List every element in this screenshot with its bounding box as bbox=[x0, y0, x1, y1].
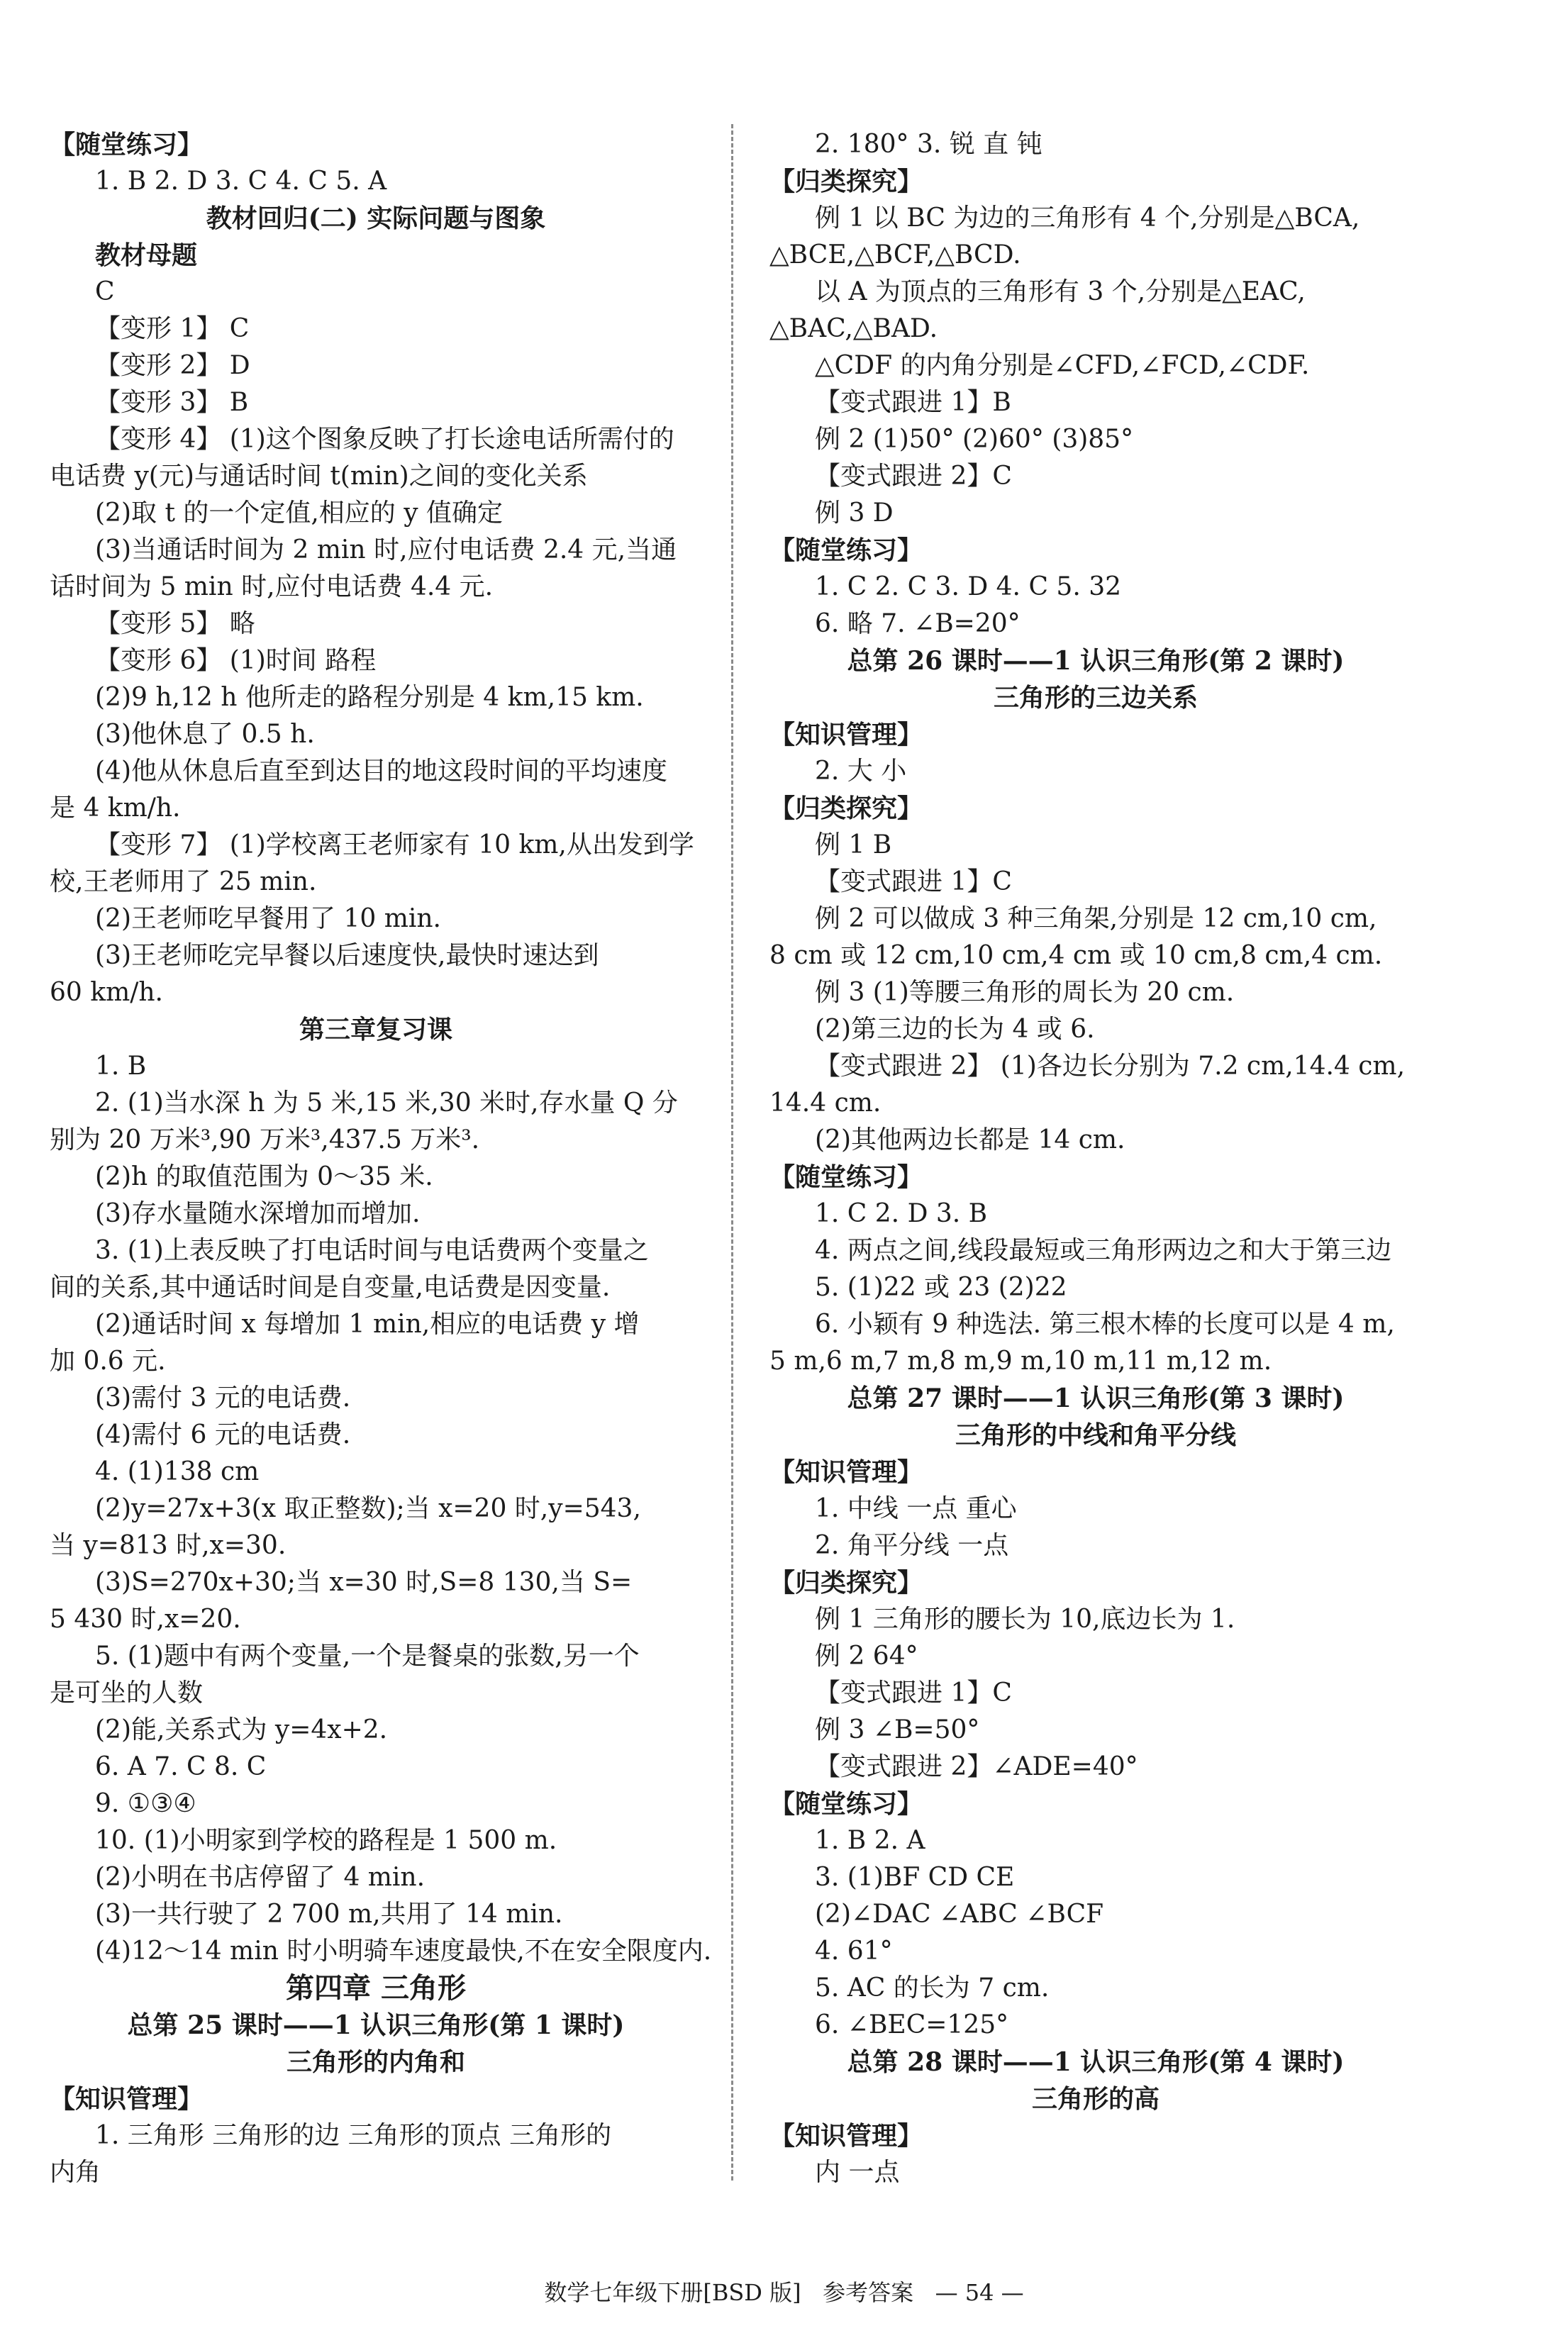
answer-line: (2)小明在书店停留了 4 min. bbox=[95, 1863, 426, 1892]
answer-line: 【变形 3】 B bbox=[95, 388, 249, 417]
answer-line: △BCE,△BCF,△BCD. bbox=[769, 240, 1021, 269]
answer-line: 是可坐的人数 bbox=[50, 1678, 204, 1708]
lesson-title: 总第 27 课时——1 认识三角形(第 3 课时) bbox=[847, 1383, 1345, 1413]
column-divider bbox=[731, 124, 733, 2181]
lesson-title: 总第 26 课时——1 认识三角形(第 2 课时) bbox=[847, 646, 1345, 676]
answer-line: 例 2 可以做成 3 种三角架,分别是 12 cm,10 cm, bbox=[815, 904, 1377, 933]
answer-line: 3. (1)BF CD CE bbox=[815, 1863, 1015, 1892]
section-heading: 【归类探究】 bbox=[769, 793, 923, 823]
section-heading: 【随堂练习】 bbox=[769, 535, 923, 565]
answer-line: 2. (1)当水深 h 为 5 米,15 米,30 米时,存水量 Q 分 bbox=[95, 1088, 678, 1118]
answer-line: (2)9 h,12 h 他所走的路程分别是 4 km,15 km. bbox=[95, 683, 644, 712]
answer-line: 5. (1)22 或 23 (2)22 bbox=[815, 1273, 1067, 1302]
answer-line: 6. A 7. C 8. C bbox=[95, 1752, 267, 1781]
answer-line: 以 A 为顶点的三角形有 3 个,分别是△EAC, bbox=[815, 277, 1306, 306]
answer-line: (3)当通话时间为 2 min 时,应付电话费 2.4 元,当通 bbox=[95, 535, 677, 564]
answer-line: (2)其他两边长都是 14 cm. bbox=[815, 1125, 1125, 1154]
section-heading: 【知识管理】 bbox=[769, 2121, 923, 2151]
answer-line: 话时间为 5 min 时,应付电话费 4.4 元. bbox=[50, 572, 494, 601]
answer-line: 是 4 km/h. bbox=[50, 793, 181, 823]
answer-line: 1. C 2. D 3. B bbox=[815, 1199, 988, 1228]
lesson-title: 三角形的中线和角平分线 bbox=[955, 1420, 1236, 1450]
answer-line: 5 m,6 m,7 m,8 m,9 m,10 m,11 m,12 m. bbox=[769, 1347, 1272, 1376]
answer-line: 1. B 2. D 3. C 4. C 5. A bbox=[95, 167, 387, 196]
answer-line: 例 3 D bbox=[815, 499, 894, 528]
lesson-title: 第四章 三角形 bbox=[286, 1971, 466, 2005]
answer-line: 5. (1)题中有两个变量,一个是餐桌的张数,另一个 bbox=[95, 1642, 640, 1671]
answer-line: (2)第三边的长为 4 或 6. bbox=[815, 1015, 1095, 1044]
answer-column-left bbox=[50, 126, 712, 2191]
answer-line: 4. 61° bbox=[815, 1937, 893, 1966]
answer-line: 例 3 (1)等腰三角形的周长为 20 cm. bbox=[815, 978, 1235, 1007]
answer-line: 【变式跟进 1】B bbox=[815, 388, 1011, 417]
answer-line: 2. 180° 3. 锐 直 钝 bbox=[815, 130, 1042, 159]
answer-line: 电话费 y(元)与通话时间 t(min)之间的变化关系 bbox=[50, 462, 588, 491]
answer-line: (3)一共行驶了 2 700 m,共用了 14 min. bbox=[95, 1900, 563, 1929]
answer-line: 8 cm 或 12 cm,10 cm,4 cm 或 10 cm,8 cm,4 cm. bbox=[769, 941, 1383, 970]
answer-line: (3)S=270x+30;当 x=30 时,S=8 130,当 S= bbox=[95, 1568, 633, 1597]
lesson-title: 总第 28 课时——1 认识三角形(第 4 课时) bbox=[847, 2047, 1345, 2077]
page-footer: 数学七年级下册[BSD 版] 参考答案 — 54 — bbox=[544, 2279, 1024, 2306]
answer-line: (2)h 的取值范围为 0～35 米. bbox=[95, 1162, 433, 1191]
answer-line: 内 一点 bbox=[815, 2158, 900, 2187]
answer-line: △BAC,△BAD. bbox=[769, 314, 938, 343]
answer-line: 例 1 B bbox=[815, 830, 892, 859]
answer-line: 【变式跟进 2】 (1)各边长分别为 7.2 cm,14.4 cm, bbox=[815, 1052, 1406, 1081]
answer-line: 1. 中线 一点 重心 bbox=[815, 1494, 1017, 1523]
section-heading: 【知识管理】 bbox=[769, 720, 923, 750]
lesson-title: 总第 25 课时——1 认识三角形(第 1 课时) bbox=[127, 2010, 625, 2040]
answer-line: 【变式跟进 1】C bbox=[815, 1678, 1012, 1708]
section-heading: 【知识管理】 bbox=[769, 1457, 923, 1487]
answer-line: (4)需付 6 元的电话费. bbox=[95, 1420, 351, 1449]
answer-line: 4. 两点之间,线段最短或三角形两边之和大于第三边 bbox=[815, 1236, 1392, 1265]
answer-line: 9. ①③④ bbox=[95, 1789, 196, 1818]
answer-column-right bbox=[769, 126, 1422, 2191]
answer-line: 6. 略 7. ∠B=20° bbox=[815, 609, 1021, 638]
section-heading: 【归类探究】 bbox=[769, 167, 923, 196]
answer-line: (2)王老师吃早餐用了 10 min. bbox=[95, 904, 441, 933]
answer-line: 6. 小颖有 9 种选法. 第三根木棒的长度可以是 4 m, bbox=[815, 1310, 1395, 1339]
answer-line: (3)需付 3 元的电话费. bbox=[95, 1383, 351, 1413]
answer-line: (3)王老师吃完早餐以后速度快,最快时速达到 bbox=[95, 941, 599, 970]
lesson-title: 第三章复习课 bbox=[299, 1015, 452, 1045]
answer-line: 1. B bbox=[95, 1052, 147, 1081]
answer-line: (2)∠DAC ∠ABC ∠BCF bbox=[815, 1900, 1104, 1929]
answer-line: 1. C 2. C 3. D 4. C 5. 32 bbox=[815, 572, 1122, 601]
answer-line: 【变形 2】 D bbox=[95, 351, 250, 380]
answer-line: (3)存水量随水深增加而增加. bbox=[95, 1199, 421, 1228]
answer-line: 例 2 64° bbox=[815, 1642, 918, 1671]
section-heading: 【随堂练习】 bbox=[769, 1789, 923, 1819]
answer-line: 14.4 cm. bbox=[769, 1088, 882, 1118]
answer-line: 例 1 三角形的腰长为 10,底边长为 1. bbox=[815, 1605, 1235, 1634]
answer-line: 【变式跟进 2】∠ADE=40° bbox=[815, 1752, 1138, 1781]
answer-line: (2)y=27x+3(x 取正整数);当 x=20 时,y=543, bbox=[95, 1494, 641, 1523]
answer-line: (4)12～14 min 时小明骑车速度最快,不在安全限度内. bbox=[95, 1937, 712, 1966]
answer-line: 【变式跟进 1】C bbox=[815, 867, 1012, 896]
lesson-title: 三角形的三边关系 bbox=[993, 683, 1198, 713]
answer-line: (4)他从休息后直至到达目的地这段时间的平均速度 bbox=[95, 757, 667, 786]
answer-line: 间的关系,其中通话时间是自变量,电话费是因变量. bbox=[50, 1273, 611, 1302]
answer-line: 【变形 4】 (1)这个图象反映了打长途电话所需付的 bbox=[95, 425, 674, 454]
lesson-title: 教材回归(二) 实际问题与图象 bbox=[206, 204, 546, 233]
answer-line: 例 2 (1)50° (2)60° (3)85° bbox=[815, 425, 1134, 454]
answer-line: 【变形 1】 C bbox=[95, 314, 250, 343]
answer-line: 10. (1)小明家到学校的路程是 1 500 m. bbox=[95, 1826, 557, 1855]
answer-line: 5 430 时,x=20. bbox=[50, 1605, 241, 1634]
answer-line: 【变形 6】 (1)时间 路程 bbox=[95, 646, 377, 675]
lesson-title: 三角形的内角和 bbox=[286, 2047, 465, 2077]
answer-line: 1. 三角形 三角形的边 三角形的顶点 三角形的 bbox=[95, 2121, 612, 2150]
answer-line: △CDF 的内角分别是∠CFD,∠FCD,∠CDF. bbox=[815, 351, 1310, 380]
answer-line: 内角 bbox=[50, 2158, 101, 2187]
answer-line: 例 3 ∠B=50° bbox=[815, 1715, 980, 1744]
answer-line: 3. (1)上表反映了打电话时间与电话费两个变量之 bbox=[95, 1236, 649, 1265]
answer-line: 别为 20 万米³,90 万米³,437.5 万米³. bbox=[50, 1125, 480, 1154]
answer-line: 1. B 2. A bbox=[815, 1826, 925, 1855]
answer-line: 5. AC 的长为 7 cm. bbox=[815, 1973, 1050, 2003]
answer-line: 4. (1)138 cm bbox=[95, 1457, 260, 1486]
answer-line: C bbox=[95, 277, 115, 306]
answer-line: 【变形 7】 (1)学校离王老师家有 10 km,从出发到学 bbox=[95, 830, 694, 859]
answer-line: (2)通话时间 x 每增加 1 min,相应的电话费 y 增 bbox=[95, 1310, 640, 1339]
answer-line: (2)取 t 的一个定值,相应的 y 值确定 bbox=[95, 499, 504, 528]
answer-line: 校,王老师用了 25 min. bbox=[50, 867, 317, 896]
section-heading: 【归类探究】 bbox=[769, 1568, 923, 1598]
section-heading: 【随堂练习】 bbox=[50, 130, 204, 160]
answer-line: (2)能,关系式为 y=4x+2. bbox=[95, 1715, 388, 1744]
answer-line: 60 km/h. bbox=[50, 978, 163, 1007]
answer-line: 2. 角平分线 一点 bbox=[815, 1531, 1009, 1560]
answer-line: 教材母题 bbox=[95, 240, 198, 270]
section-heading: 【随堂练习】 bbox=[769, 1162, 923, 1192]
answer-line: 当 y=813 时,x=30. bbox=[50, 1531, 287, 1560]
answer-line: 加 0.6 元. bbox=[50, 1347, 166, 1376]
answer-line: 例 1 以 BC 为边的三角形有 4 个,分别是△BCA, bbox=[815, 204, 1360, 233]
answer-line: 6. ∠BEC=125° bbox=[815, 2010, 1009, 2039]
answer-line: 2. 大 小 bbox=[815, 757, 907, 786]
answer-line: 【变式跟进 2】C bbox=[815, 462, 1012, 491]
lesson-title: 三角形的高 bbox=[1031, 2084, 1160, 2114]
section-heading: 【知识管理】 bbox=[50, 2084, 204, 2114]
answer-line: 【变形 5】 略 bbox=[95, 609, 255, 638]
answer-line: (3)他休息了 0.5 h. bbox=[95, 720, 315, 749]
